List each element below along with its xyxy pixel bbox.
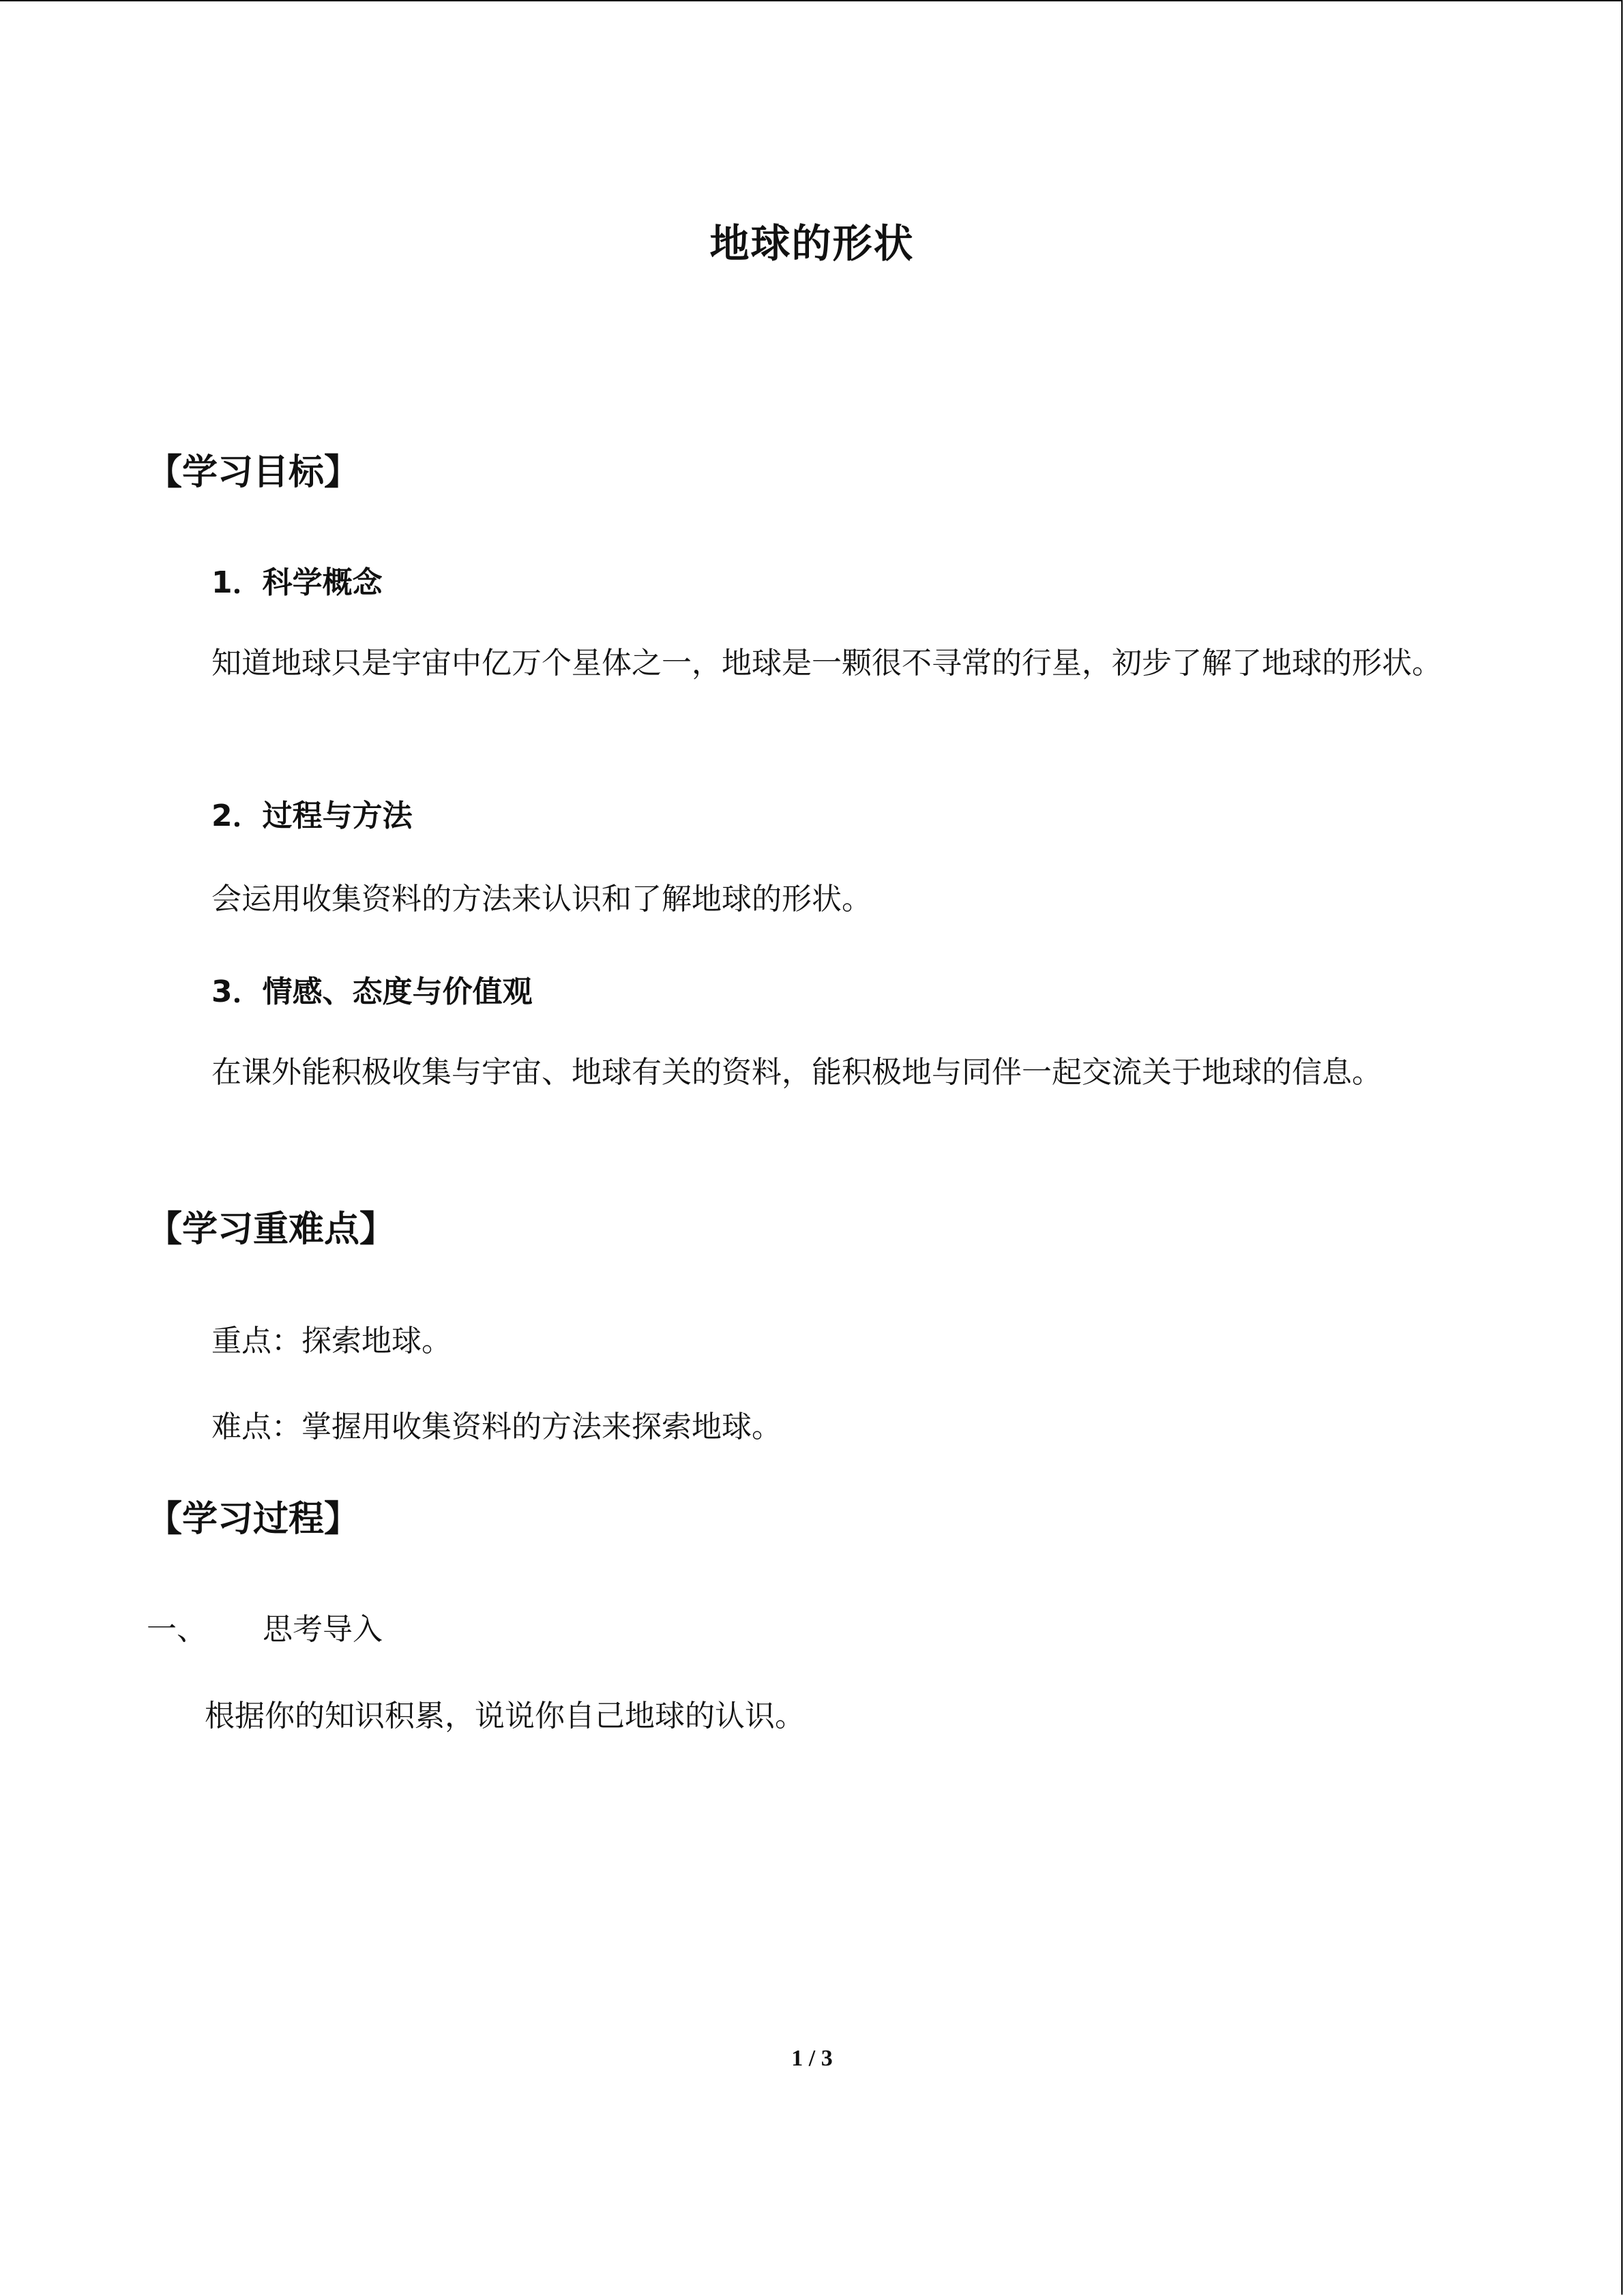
key-point-text: 重点：探索地球。 (211, 1324, 452, 1358)
section-heading-objectives: 【学习目标】 (147, 452, 360, 493)
objective-heading-attitude: 3．情感、态度与价值观 (211, 974, 533, 1009)
difficulty-text: 难点：掌握用收集资料的方法来探索地球。 (211, 1410, 782, 1444)
process-step-number: 一、 (147, 1612, 207, 1647)
section-heading-key-points: 【学习重难点】 (147, 1209, 396, 1250)
objective-text-concept: 知道地球只是宇宙中亿万个星体之一，地球是一颗很不寻常的行星，初步了解了地球的形状。 (211, 646, 1442, 681)
objective-text-method: 会运用收集资料的方法来认识和了解地球的形状。 (211, 882, 872, 916)
page-number: 1 / 3 (791, 2046, 833, 2071)
document-title: 地球的形状 (709, 220, 915, 267)
objective-text-attitude: 在课外能积极收集与宇宙、地球有关的资料，能积极地与同伴一起交流关于地球的信息。 (211, 1055, 1382, 1090)
section-heading-process: 【学习过程】 (147, 1499, 360, 1540)
objective-heading-concept: 1．科学概念 (211, 565, 383, 600)
process-step-text: 根据你的知识积累，说说你自己地球的认识。 (205, 1699, 805, 1733)
objective-heading-method: 2．过程与方法 (211, 799, 413, 833)
process-step-title: 思考导入 (263, 1612, 383, 1647)
